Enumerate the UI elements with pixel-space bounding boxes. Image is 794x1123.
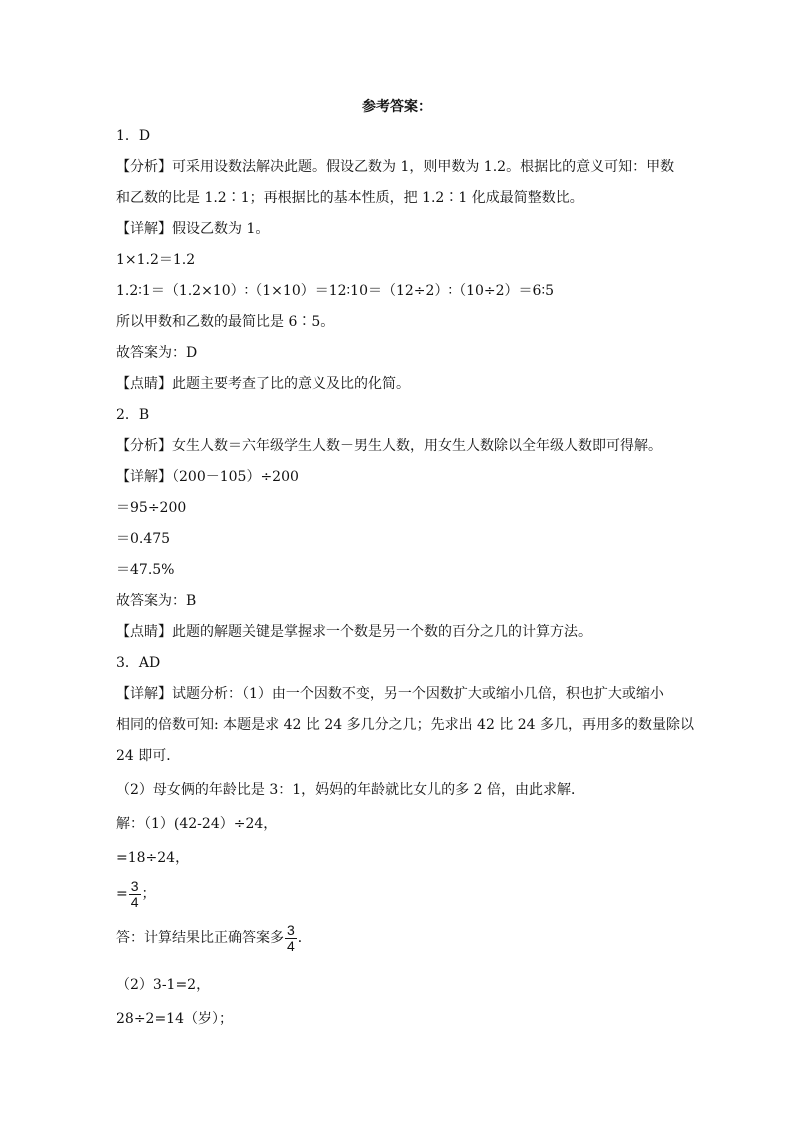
fraction-denominator: 4	[130, 893, 139, 910]
fraction-three-quarters-2	[285, 923, 297, 954]
q3-detail-line3: 24 即可．	[116, 748, 181, 764]
q3-answer: 3．AD	[116, 655, 161, 671]
q1-detail: 【详解】假设乙数为 1。	[116, 221, 270, 237]
q3-detail-line1: 【详解】试题分析：（1）由一个因数不变，另一个因数扩大或缩小几倍，积也扩大或缩小	[116, 686, 664, 702]
q3-solution-step1: 解：（1）(42-24）÷24，	[116, 816, 278, 832]
q2-step1: ＝95÷200	[116, 500, 187, 516]
fraction-three-quarters	[129, 879, 141, 910]
q3-answer-suffix: ．	[297, 930, 312, 946]
q2-step3: ＝47.5%	[116, 562, 175, 578]
fraction-numerator: 3	[130, 877, 139, 894]
q3-solution-step2: =18÷24，	[116, 850, 190, 866]
q3-step3-prefix: =	[116, 886, 128, 902]
fraction-denominator-2: 4	[287, 937, 295, 954]
q1-comment: 【点睛】此题主要考查了比的意义及比的化简。	[116, 376, 410, 392]
q3-part2-step2: 28÷2=14（岁）；	[116, 1011, 233, 1027]
q2-answer: 2．B	[116, 407, 150, 423]
q1-step2: 1.2∶1＝（1.2×10）∶（1×10）＝12∶10＝（12÷2）∶（10÷2）＝6∶5	[116, 283, 554, 299]
q1-analysis-line2: 和乙数的比是 1.2∶1；再根据比的基本性质，把 1.2∶1 化成最简整数比。	[116, 190, 584, 206]
q3-part2-analysis: （2）母女俩的年龄比是 3：1，妈妈的年龄就比女儿的多 2 倍，由此求解．	[116, 782, 585, 798]
q3-part2-step1: （2）3-1=2，	[116, 977, 211, 993]
q2-detail: 【详解】（200－105）÷200	[116, 469, 299, 485]
q3-answer-prefix: 答：计算结果比正确答案多	[116, 930, 284, 946]
q1-final-answer: 故答案为：D	[116, 345, 198, 361]
q3-detail-line2: 相同的倍数可知: 本题是求 42 比 24 多几分之几；先求出 42 比 24 多几，再用多的数量除以	[116, 717, 695, 733]
fraction-numerator-2: 3	[287, 921, 295, 938]
q2-comment: 【点睛】此题的解题关键是掌握求一个数是另一个数的百分之几的计算方法。	[116, 624, 592, 640]
q2-analysis: 【分析】女生人数＝六年级学生人数－男生人数，用女生人数除以全年级人数即可得解。	[116, 438, 662, 454]
q1-step1: 1×1.2＝1.2	[116, 252, 196, 268]
page-title: 参考答案：	[362, 99, 432, 115]
q3-answer-statement	[116, 918, 686, 958]
q1-analysis-line1: 【分析】可采用设数法解决此题。假设乙数为 1，则甲数为 1.2。根据比的意义可知：甲数	[116, 159, 675, 175]
q1-answer: 1．D	[116, 128, 151, 144]
q2-step2: ＝0.475	[116, 531, 171, 547]
q2-final-answer: 故答案为：B	[116, 593, 197, 609]
q1-conclusion: 所以甲数和乙数的最简比是 6∶5。	[116, 314, 335, 330]
q3-solution-step3	[116, 874, 686, 914]
q3-step3-suffix: ；	[141, 886, 156, 902]
